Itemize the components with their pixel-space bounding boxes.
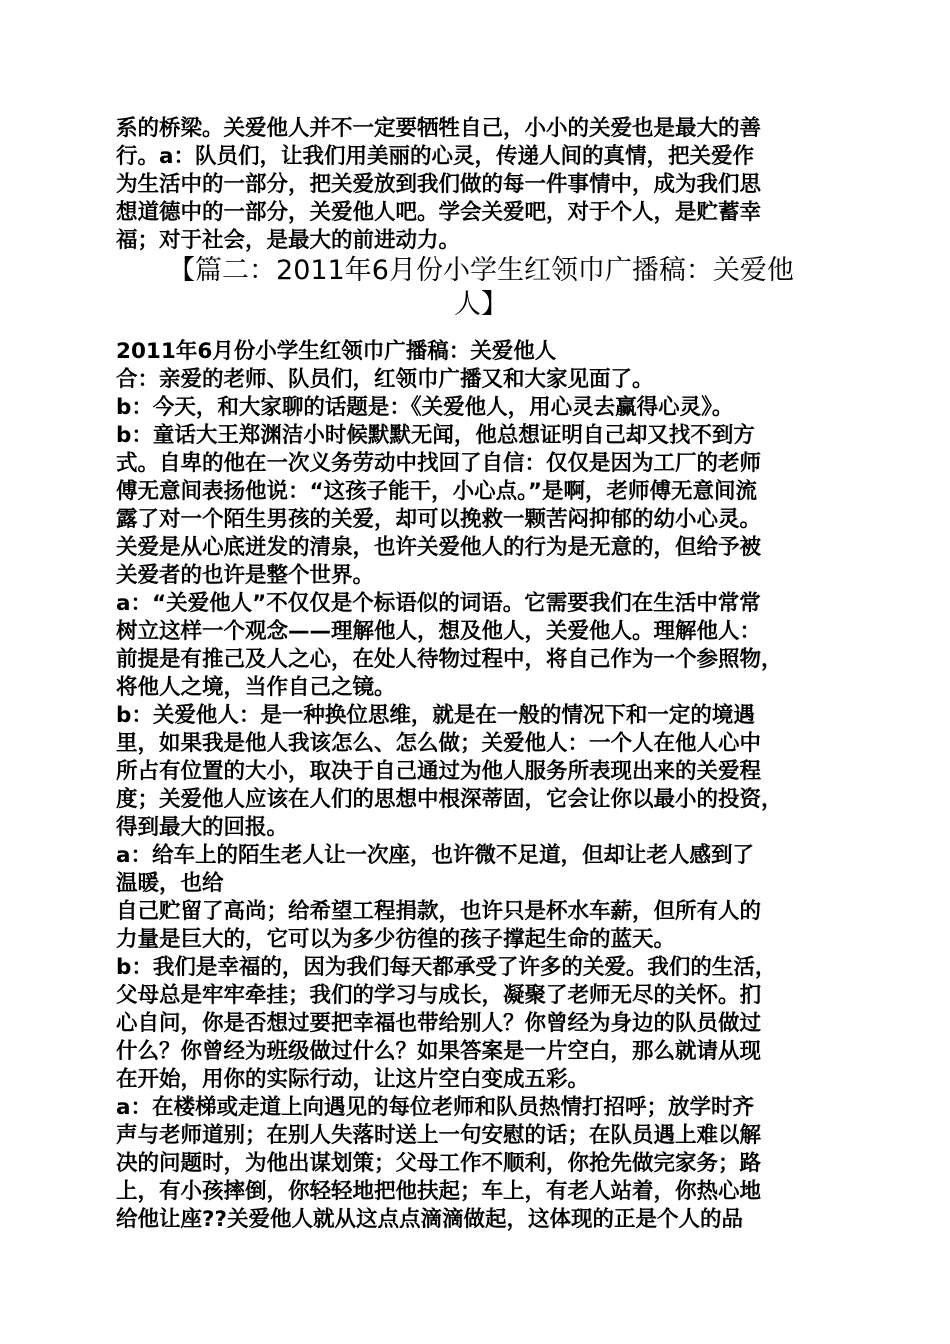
text-line: b：今天，和大家聊的话题是：《关爱他人，用心灵去赢得心灵》。 [116,395,734,420]
text-line: 想道德中的一部分，关爱他人吧。学会关爱吧，对于个人，是贮蓄幸 [116,200,762,225]
text-line: 行。a：队员们，让我们用美丽的心灵，传递人间的真情，把关爱作 [116,144,755,169]
text-line: 上，有小孩摔倒，你轻轻地把他扶起；车上，有老人站着，你热心地 [116,1179,762,1204]
text-line: 树立这样一个观念——理解他人，想及他人，关爱他人。理解他人： [116,619,762,644]
text-line: a：“关爱他人”不仅仅是个标语似的词语。它需要我们在生活中常常 [116,591,761,616]
text-line: 系的桥梁。关爱他人并不一定要牺牲自己，小小的关爱也是最大的善 [116,116,762,141]
text-line: 心自问，你是否想过要把幸福也带给别人？你曾经为身边的队员做过 [116,1011,762,1036]
document-subtitle: 2011年6月份小学生红领巾广播稿：关爱他人 [116,339,557,364]
text-line: 里，如果我是他人我该怎么、怎么做；关爱他人：一个人在他人心中 [116,731,762,756]
text-line: 什么？你曾经为班级做过什么？如果答案是一片空白，那么就请从现 [116,1039,762,1064]
section-heading [116,254,846,322]
text-line: 声与老师道别；在别人失落时送上一句安慰的话；在队员遇上难以解 [116,1123,762,1148]
text-line: a：给车上的陌生老人让一次座，也许微不足道，但却让老人感到了 [116,843,755,868]
heading-line: 【篇二：2011年6月份小学生红领巾广播稿：关爱他 [168,255,794,286]
text-line: 力量是巨大的，它可以为多少彷徨的孩子撑起生命的蓝天。 [116,927,676,952]
top-paragraph [116,115,846,255]
text-line: 合：亲爱的老师、队员们，红领巾广播又和大家见面了。 [116,367,654,392]
text-line: 为生活中的一部分，把关爱放到我们做的每一件事情中，成为我们思 [116,172,762,197]
text-line: 得到最大的回报。 [116,815,289,840]
text-line: 所占有位置的大小，取决于自己通过为他人服务所表现出来的关爱程 [116,759,762,784]
body-text [116,338,846,1234]
text-line: 式。自卑的他在一次义务劳动中找回了自信：仅仅是因为工厂的老师 [116,451,762,476]
text-line: 将他人之境，当作自己之镜。 [116,675,396,700]
text-line: 父母总是牢牢牵挂；我们的学习与成长，凝聚了老师无尽的关怀。扪 [116,983,762,1008]
text-line: 给他让座??关爱他人就从这点点滴滴做起，这体现的正是个人的品 [116,1207,743,1232]
text-line: 关爱是从心底迸发的清泉，也许关爱他人的行为是无意的，但给予被 [116,535,762,560]
text-line: 关爱者的也许是整个世界。 [116,563,375,588]
text-line: b：关爱他人：是一种换位思维，就是在一般的情况下和一定的境遇 [116,703,755,728]
text-line: 自己贮留了高尚；给希望工程捐款，也许只是杯水车薪，但所有人的 [116,899,762,924]
text-line: 前提是有推己及人之心，在处人待物过程中，将自己作为一个参照物， [116,647,783,672]
text-line: b：童话大王郑渊洁小时候默默无闻，他总想证明自己却又找不到方 [116,423,755,448]
text-line: 在开始，用你的实际行动，让这片空白变成五彩。 [116,1067,590,1092]
text-line: 决的问题时，为他出谋划策；父母工作不顺利，你抢先做完家务；路 [116,1151,762,1176]
heading-line: 人】 [454,289,508,320]
text-line: b：我们是幸福的，因为我们每天都承受了许多的关爱。我们的生活， [116,955,777,980]
text-line: 露了对一个陌生男孩的关爱，却可以挽救一颗苦闷抑郁的幼小心灵。 [116,507,762,532]
text-line: 度；关爱他人应该在人们的思想中根深蒂固，它会让你以最小的投资， [116,787,783,812]
text-line: a：在楼梯或走道上向遇见的每位老师和队员热情打招呼；放学时齐 [116,1095,755,1120]
text-line: 傅无意间表扬他说：“这孩子能干，小心点。”是啊，老师傅无意间流 [116,479,758,504]
text-line: 温暖，也给 [116,871,224,896]
text-line: 福；对于社会，是最大的前进动力。 [116,228,461,253]
